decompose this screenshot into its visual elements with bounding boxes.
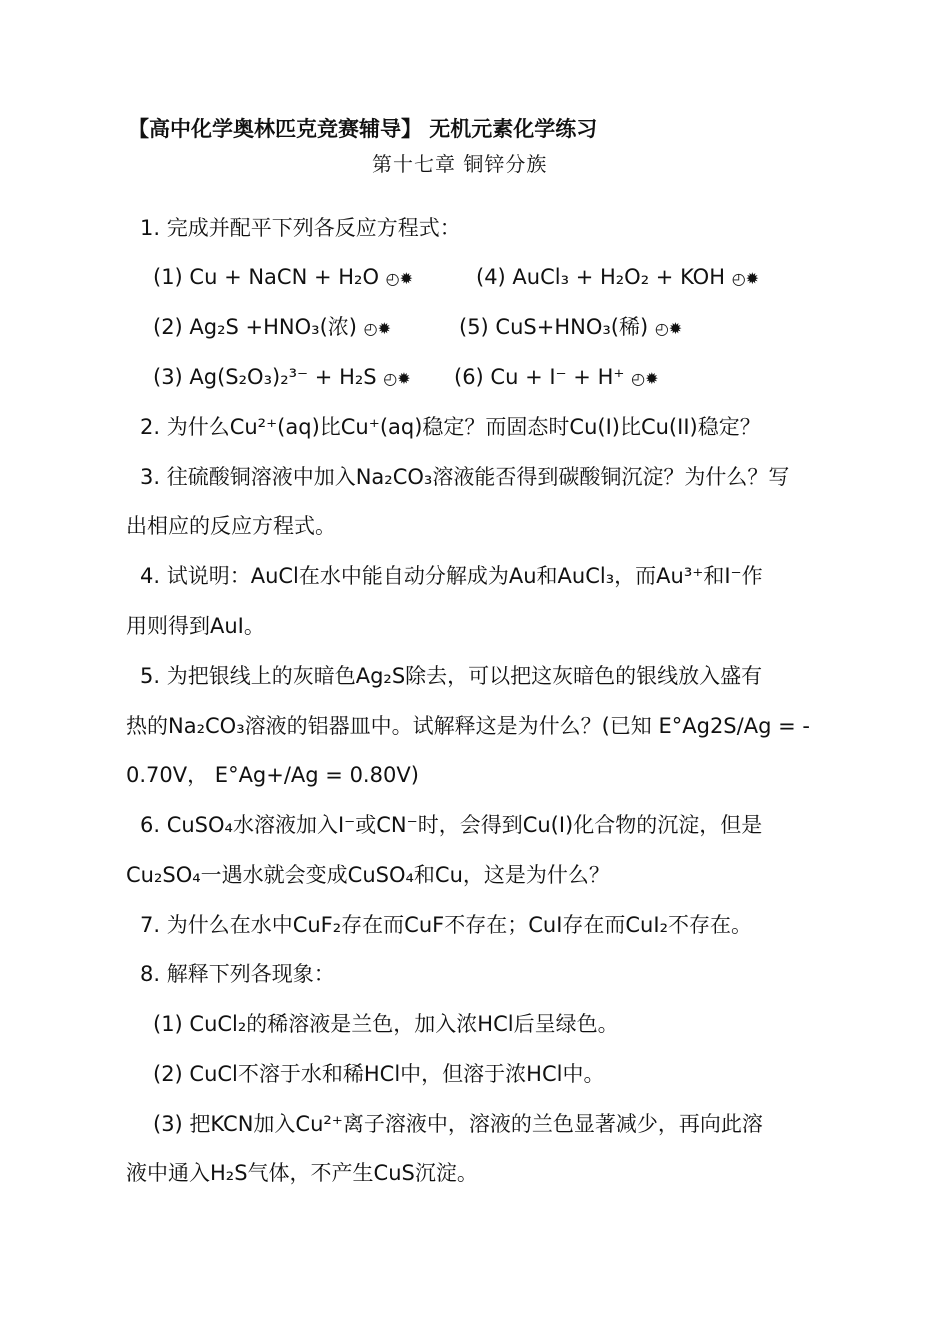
equation-5 — [459, 312, 682, 344]
reaction-arrow-icon: ◴✹ — [654, 319, 683, 338]
question-1-stem: 1. 完成并配平下列各反应方程式： — [140, 216, 461, 240]
question-5-line-2: 热的Na₂CO₃溶液的铝器皿中。试解释这是为什么？(已知 E°Ag2S/Ag = - — [126, 714, 810, 738]
reaction-arrow-icon: ◴✹ — [731, 269, 760, 288]
question-8-item-3-line-1: (3) 把KCN加入Cu²⁺离子溶液中，溶液的兰色显著减少，再向此溶 — [153, 1112, 763, 1136]
equation-6-text: (6) Cu + I⁻ + H⁺ — [454, 365, 625, 389]
question-6-line-1: 6. CuSO₄水溶液加入I⁻或CN⁻时，会得到Cu(I)化合物的沉淀，但是 — [140, 813, 763, 837]
question-2: 2. 为什么Cu²⁺(aq)比Cu⁺(aq)稳定？而固态时Cu(I)比Cu(II)稳定？ — [140, 415, 761, 439]
chapter-heading: 第十七章 铜锌分族 — [372, 152, 548, 176]
equation-2-text: (2) Ag₂S +HNO₃(浓) — [153, 315, 357, 339]
reaction-arrow-icon: ◴✹ — [385, 269, 414, 288]
question-4-line-2: 用则得到AuI。 — [126, 614, 265, 638]
reaction-arrow-icon: ◴✹ — [383, 369, 411, 388]
question-3-line-1: 3. 往硫酸铜溶液中加入Na₂CO₃溶液能否得到碳酸铜沉淀？为什么？写 — [140, 465, 790, 489]
equation-1-text: (1) Cu + NaCN + H₂O — [153, 265, 379, 289]
question-8-item-1: (1) CuCl₂的稀溶液是兰色，加入浓HCl后呈绿色。 — [153, 1012, 619, 1036]
question-5-line-3: 0.70V， E°Ag+/Ag = 0.80V) — [126, 763, 419, 787]
equation-5-text: (5) CuS+HNO₃(稀) — [459, 315, 649, 339]
question-3-line-2: 出相应的反应方程式。 — [126, 514, 336, 538]
reaction-arrow-icon: ◴✹ — [363, 319, 392, 338]
question-6-line-2: Cu₂SO₄一遇水就会变成CuSO₄和Cu，这是为什么？ — [126, 863, 610, 887]
equation-3-text: (3) Ag(S₂O₃)₂³⁻ + H₂S — [153, 365, 377, 389]
question-7: 7. 为什么在水中CuF₂存在而CuF不存在；CuI存在而CuI₂不存在。 — [140, 913, 752, 937]
equation-4 — [476, 262, 759, 294]
question-8-item-2: (2) CuCl不溶于水和稀HCl中，但溶于浓HCl中。 — [153, 1062, 605, 1086]
equation-4-text: (4) AuCl₃ + H₂O₂ + KOH — [476, 265, 726, 289]
equation-3 — [153, 362, 411, 394]
equation-1 — [153, 262, 413, 294]
reaction-arrow-icon: ◴✹ — [631, 369, 659, 388]
equation-2 — [153, 312, 391, 344]
page-title: 【高中化学奥林匹克竞赛辅导】 无机元素化学练习 — [128, 117, 598, 141]
question-5-line-1: 5. 为把银线上的灰暗色Ag₂S除去，可以把这灰暗色的银线放入盛有 — [140, 664, 763, 688]
question-4-line-1: 4. 试说明：AuCl在水中能自动分解成为Au和AuCl₃，而Au³⁺和I⁻作 — [140, 564, 763, 588]
equation-6 — [454, 362, 659, 394]
question-8-item-3-line-2: 液中通入H₂S气体，不产生CuS沉淀。 — [126, 1161, 478, 1185]
question-8-stem: 8. 解释下列各现象： — [140, 962, 335, 986]
